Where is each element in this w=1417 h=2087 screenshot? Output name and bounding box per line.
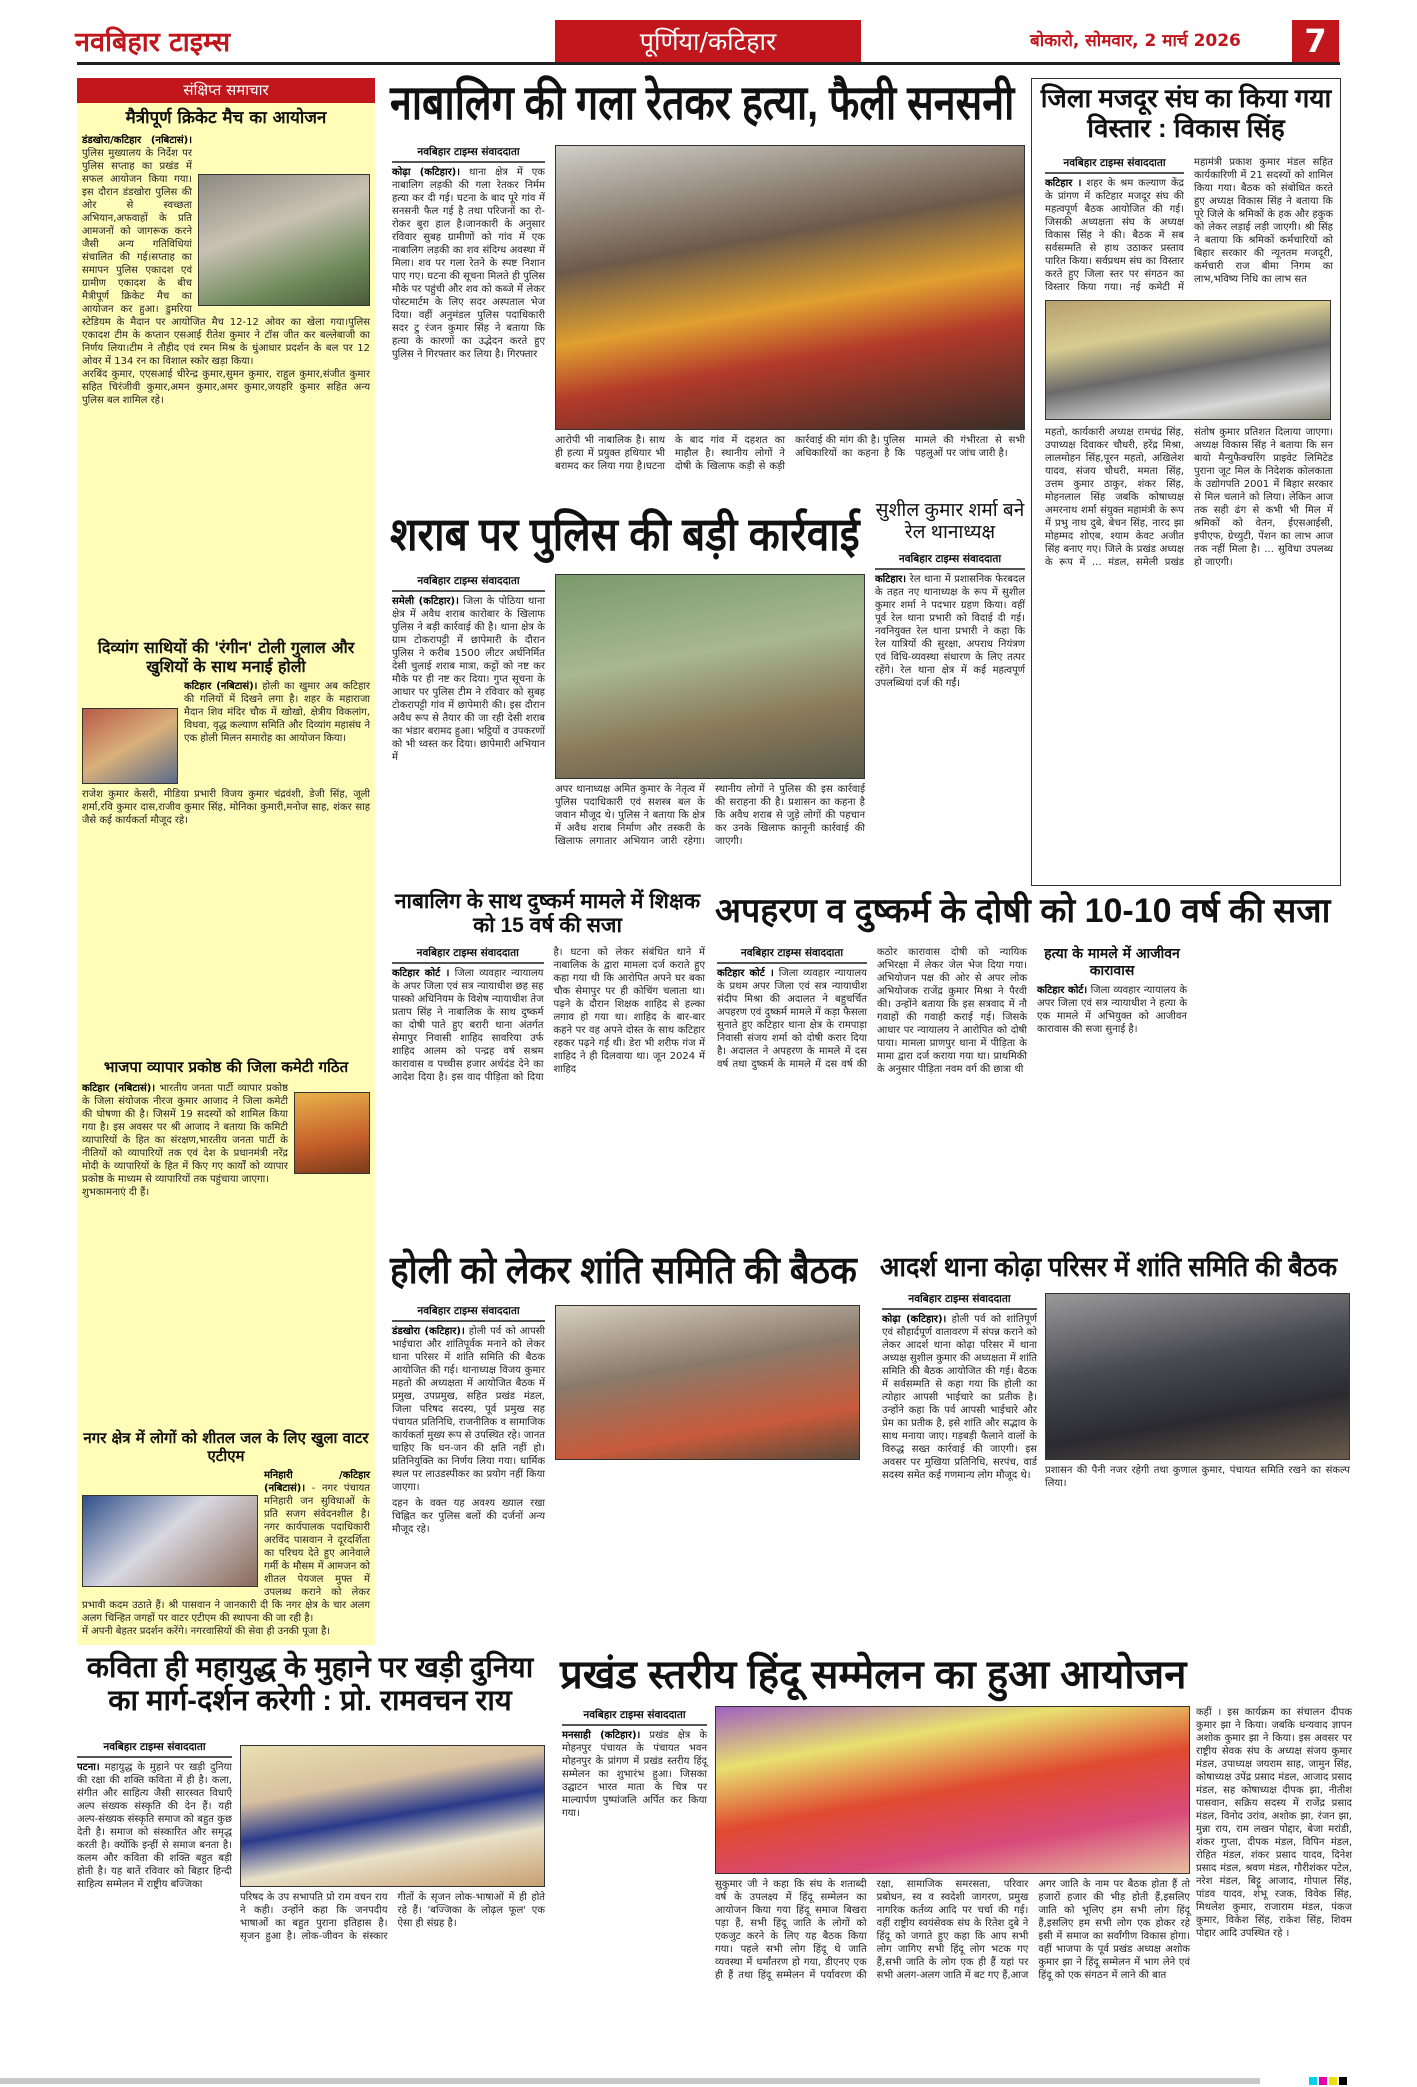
brief-headline: दिव्यांग साथियों की 'रंगीन' टोली गुलाल और खुशियों के साथ मनाई होली <box>97 637 355 676</box>
brief-place: मनिहारी /कटिहार (नबिटासं)। <box>264 1469 370 1494</box>
story-liquor-cont: अपर थानाध्यक्ष अमित कुमार के नेतृत्व में पुलिस पदाधिकारी एवं सशस्त्र बल के जवान मौजूद थे। पुलिस ने बताया कि क्षेत्र में अवैध शराब निर्माण और तस्करी के खिलाफ लगातार अभियान जारी रहेगा।स्थानीय लोगों ने पुलिस की इस कार्रवाई की सराहना की है। प्रशासन का कहना है कि अवैध शराब से जुड़े लोगों की पहचान कर उनके खिलाफ कानूनी कार्रवाई की जाएगी। <box>555 784 865 847</box>
story-union <box>1045 156 1333 569</box>
byline: नवबिहार टाइम्स संवाददाता <box>392 145 545 163</box>
story-place: कटिहार कोर्ट। <box>1037 984 1088 996</box>
brief-body: - नगर पंचायत मनिहारी जन सुविधाओं के प्रति सजग संवेदनशील है। नगर कार्यपालक पदाधिकारी अरविंद पासवान ने दूरदर्शिता का परिचय देते हुए आनेवाले गर्मी के मौसम में आमजन को शीतल पेयजल मुफ्त में उपलब्ध कराने को लेकर प्रभावी कदम उठाते हैं। श्री पासवान ने जानकारी दी कि नगर क्षेत्र के चार अलग अलग चिन्हित जगहों पर वाटर एटीएम की स्थापना की जा रही है। <box>82 1482 370 1624</box>
story-kodha-photo-block <box>1045 1293 1350 1490</box>
story-place: समेली (कटिहार)। <box>392 596 459 607</box>
brief-body: पुलिस मुख्यालय के निर्देश पर पुलिस सप्ताह का प्रखंड में सफल आयोजन किया गया।इस दौरान डंडखोरा पुलिस की ओर से स्वच्छता अभियान,अफवाहों के प्रति आमजनों को जागरूक करने जैसी अन्य गतिविधियां संचालित की गई।सप्ताह का समापन पुलिस एकादश एवं ग्रामीण एकादश के बीच मैत्रीपूर्ण क्रिकेट मैच का आयोजन कर हुआ। डुमरिया स्टेडियम के मैदान पर आयोजित मैच 12-12 ओवर का खेला गया।पुलिस एकादश टीम के कप्तान एसआई रीतेश कुमार ने टॉस जीत कर बल्लेबाजी का निर्णय लिया।टीम ने तौहीद एवं रमन मिश्र के धुंआधार प्रदर्शन के बल पर 12 ओवर में 134 रन का विशाल स्कोर खड़ा किया। <box>82 148 370 368</box>
byline: नवबिहार टाइम्स संवाददाता <box>392 946 544 964</box>
story-body: जिला व्यवहार न्यायालय के अपर जिला एवं सत्र न्यायाधीश ने हत्या के एक मामले में अभियुक्त को आजीवन कारावास की सजा सुनाई है। <box>1037 984 1187 1035</box>
briefs-label: संक्षिप्त समाचार <box>77 78 375 103</box>
photo-holi-group <box>82 708 178 784</box>
story-teacher <box>392 946 705 1084</box>
story-body: होली पर्व को आपसी भाईचारा और शांतिपूर्वक मनाने को लेकर थाना परिसर में शांति समिति की बैठक आयोजित की गई। थानाध्यक्ष विजय कुमार महतो की अध्यक्षता में आयोजित बैठक में प्रमुख, उपप्रमुख, सहित प्रखंड मंडल, जिला परिषद सदस्य, पूर्व प्रमुख सह पंचायत प्रतिनिधि, राजनीतिक व सामाजिक कार्यकर्ता मुख्य रूप से उपस्थित रहे। जानत चाहिए कि धन-जन की क्षति नहीं हो। प्रतिनियुक्ति का निर्णय लिया गया। धार्मिक स्थल पर लाउडस्पीकर का प्रयोग नहीं किया जाएगा। <box>392 1326 545 1493</box>
story-poetry-photo-block <box>240 1745 545 1943</box>
headline-liquor: शराब पर पुलिस की बड़ी कार्रवाई <box>390 508 860 560</box>
brief-water-atm <box>82 1429 370 1638</box>
brief-headline: भाजपा व्यापार प्रकोष्ठ की जिला कमेटी गठित <box>103 1057 349 1076</box>
brief-cricket-tail: अरबिंद कुमार, एएसआई धीरेन्द्र कुमार,सुमन कुमार, राहुल कुमार,संजीत कुमार सहित चिरंजीवी कुमार,अमन कुमार,अमर कुमार,जयहरि कुमार सहित अन्य पुलिस बल शामिल रहे। <box>82 369 370 407</box>
story-murder-cont: आरोपी भी नाबालिक है। साथ ही हत्या में प्रयुक्त हथियार भी बरामद कर लिया गया है।घटना के बाद गांव में दहशत का माहौल है। स्थानीय लोगों ने दोषी के खिलाफ कड़ी से कड़ी कार्रवाई की मांग की है। पुलिस अधिकारियों का कहना है कि मामले की गंभीरता से सभी पहलुओं पर जांच जारी है। <box>555 435 1025 472</box>
story-holi-tail: दहन के वक्त यह अवश्य ख्याल रखा चिह्नित कर पुलिस बलों की दर्जनों अन्य मौजूद रहे। <box>392 1498 545 1535</box>
story-holi <box>392 1304 545 1536</box>
section-label: पूर्णिया/कटिहार <box>555 20 861 63</box>
brief-headline: मैत्रीपूर्ण क्रिकेट मैच का आयोजन <box>125 108 327 128</box>
story-place: मनसाही (कटिहार)। <box>562 1730 641 1741</box>
brief-cricket <box>82 108 370 407</box>
story-place: कटिहार। <box>875 574 907 585</box>
photo-union-meeting <box>1045 300 1331 420</box>
story-kodha-tail: प्रशासन की पैनी नजर रहेगी तथा कुणाल कुमार, पंचायत समिति रखने का संकल्प लिया। <box>1045 1465 1350 1489</box>
story-body: महायुद्ध के मुहाने पर खड़ी दुनिया की रक्षा की शक्ति कविता में ही है। कला, संगीत और साहित्य जैसी सारस्वत विधाएँ अल्प संख्यक संस्कृति की देन हैं। यही अल्प-संख्यक संस्कृति समाज को बहुत कुछ देती है। समाज को संस्कारित और समृद्ध करती है। क्योंकि इन्हीं से समाज बनता है। कलम और कविता की शक्ति बहुत बड़ी होती है। यह बातें रविवार को बिहार हिन्दी साहित्य सम्मेलन में राष्ट्रीय बज्जिका <box>77 1762 233 1890</box>
header-rule <box>77 62 1340 65</box>
photo-portrait <box>294 1092 370 1174</box>
story-body: जिला व्यवहार न्यायालय के अपर जिला एवं सत्र न्यायाधीश छह सह पास्को अधिनियम के विशेष न्यायाधीश तेज प्रताप सिंह ने नाबालिक के साथ दुष्कर्म का दोषी पाते हुए बरारी थाना अंतर्गत सेमापुर निवासी शाहिद सावरिया उर्फ शाहिद आलम को पन्द्रह वर्ष सश्रम कारावास व पच्चीस हजार अर्थदंड देने का आदेश दिया है। इस वाद पीड़िता को दिया है। घटना को लेकर संबंधित थाने में नाबालिक के द्वारा मामला दर्ज कराते हुए कहा गया थी कि आरोपित अपने घर बका चौक सेमापुर पर ही कोचिंग चलाता था। पढ़ने के दौरान शिक्षक शाहिद से हल्का लगाव हो गया था। शाहिद के बार-बार कहने पर वह अपने दोस्त के साथ कटिहार रहकर पढ़ने गई थी। डेरा भी शरीफ गंज में शाहिद ने ही दिलवाया था। जून 2024 में शाहिद <box>392 947 705 1083</box>
registration-mark-magenta <box>1319 2077 1327 2085</box>
registration-mark-yellow <box>1329 2077 1337 2085</box>
dateline: बोकारो, सोमवार, 2 मार्च 2026 <box>1030 31 1241 51</box>
story-place: डंडखोरा (कटिहार)। <box>392 1326 465 1337</box>
story-life-sentence <box>1037 946 1187 1036</box>
headline-hindu-sammelan: प्रखंड स्तरीय हिंदू सम्मेलन का हुआ आयोजन <box>560 1653 1187 1697</box>
brief-holi-tail: राजेश कुमार केसरी, मीडिया प्रभारी विजय कुमार चंद्रवंशी, डेजी सिंह, जूली शर्मा,रवि कुमार दास,राजीव कुमार सिंह, मोनिका कुमारी,मनोज साह, शंकर साह जैसे कई कार्यकर्ता मौजूद रहे। <box>82 789 370 827</box>
byline: नवबिहार टाइम्स संवाददाता <box>882 1292 1037 1310</box>
byline: नवबिहार टाइम्स संवाददाता <box>562 1708 707 1726</box>
brief-body: भारतीय जनता पार्टी व्यापार प्रकोष्ठ के जिला संयोजक नीरज कुमार आजाद ने जिला कमेटी की घोषणा की है। जिसमें 19 सदस्यों को शामिल किया गया है। इस अवसर पर श्री आजाद ने बताया कि कमिटी व्यापारियों के हित का संरक्षण,भारतीय जनता पार्टी के नीतियों को व्यापारियों तक एवं देश के प्रधानमंत्री नरेंद्र मोदी के व्यापारियों के हित में किए गए कार्यों को व्यापार प्रकोष्ठ के माध्यम से व्यापारियों तक पहुंचाया जाएगा। <box>82 1082 288 1185</box>
brief-place: डंडखोरा/कटिहार (नबिटासं)। <box>82 135 192 147</box>
story-hindu-cont: सुकुमार जी ने कहा कि संघ के शताब्दी वर्ष के उपलक्ष्य में हिंदू सम्मेलन का आयोजन किया गया हिंदू समाज बिखरा पड़ा हैं, सभी हिंदू जाति के लोगों को एकजुट करने के लिए यह बैठक किया गया। पहले सभी लोग हिंदू थे जाति व्यवस्था में धर्मांतरण हो गया, डीएनए एक ही हैं तथा हिंदू सम्मेलन में पर्यावरण की रक्षा, सामाजिक समरसता, परिवार प्रबोधन, स्व व स्वदेशी जागरण, प्रमुख नागरिक कर्तव्य आदि पर चर्चा की गई। वहीं राष्ट्रीय स्वयंसेवक संघ के रितेश दुबे ने हिंदू को जगाते हुए कहा कि आप सभी लोग जागिए सभी हिंदू लोग भटक गए हैं,सभी जाति के लोग एक ही हैं यहां पर सभी अलग-अलग जाति में बट गए हैं,आज अगर जाति के नाम पर बैठक होता हैं तो हजारों हजार की भीड़ होती हैं,इसलिए जाति को भूलिए हम सभी लोग हिंदू हैं,इसलिए हम सभी लोग एक होकर रहे इसी में समाज का सर्वांगीण विकास होगा। वहीं भाजपा के पूर्व प्रखंड अध्यक्ष अशोक कुमार झा ने हिंदू सम्मेलन में भाग लेने एवं हिंदू को एक संगठन में लाने की बात <box>715 1879 1190 1981</box>
story-hindu-side: कहीं । इस कार्यक्रम का संचालन दीपक कुमार झा ने किया। जबकि धन्यवाद ज्ञापन अशोक कुमार झा ने किया। इस अवसर पर राष्ट्रीय सेवक संघ के अध्यक्ष संजय कुमार मंडल, उपाध्यक्ष जयराम साह, जामुन सिंह, कोषाध्यक्ष उपेंद्र प्रसाद मंडल, आजाद प्रसाद मंडल, सह कोषाध्यक्ष दीपक झा, नीतीश पासवान, सक्रिय सदस्य में राजेंद्र प्रसाद मंडल, विनोद उरांव, अशोक झा, रंजन झा, मुन्ना राय, राम लखन पोद्दार, बेजा मरांडी, शंकर गुप्ता, दीपक मंडल, विपिन मंडल, रोहित मंडल, शंकर प्रसाद यादव, दिनेश प्रसाद मंडल, श्रवण मंडल, गौरीशंकर पटेल, नरेश मंडल, बिट्टू आजाद, गोपाल सिंह, पांडव यादव, शंभू रजक, विवेक सिंह, मिथलेश कुमार, राजाराम मंडल, पंकज कुमार, विकेश सिंह, राकेश सिंह, शिवम पोद्दार आदि उपस्थित रहे । <box>1196 1707 1352 1939</box>
footer-bar <box>0 2078 1260 2084</box>
brief-bjp <box>82 1058 370 1199</box>
brief-water-tail: में अपनी बेहतर प्रदर्शन करेंगे। नगरवासियों की सेवा ही उनकी पूजा है। <box>82 1625 331 1637</box>
byline: नवबिहार टाइम्स संवाददाता <box>392 574 545 592</box>
brief-place: कटिहार (नबिटासं)। <box>82 1082 156 1094</box>
story-place: पटना। <box>77 1762 100 1773</box>
headline-kidnap: अपहरण व दुष्कर्म के दोषी को 10-10 वर्ष की सजा <box>715 892 1331 930</box>
photo-holi-meeting <box>555 1305 860 1460</box>
story-murder <box>392 145 545 361</box>
story-place: कोढ़ा (कटिहार)। <box>392 167 461 178</box>
headline-rail: सुशील कुमार शर्मा बने रेल थानाध्यक्ष <box>875 500 1025 543</box>
story-hindu-photo-block <box>715 1706 1190 1982</box>
brief-place: कटिहार (नबिटासं)। <box>184 681 258 693</box>
photo-liquor-raid <box>555 574 865 779</box>
brief-holi-divyang <box>82 638 370 827</box>
brief-bjp-tail: शुभकामनाएं दी हैं। <box>82 1186 150 1198</box>
headline-holi-peace: होली को लेकर शांति समिति की बैठक <box>390 1250 857 1292</box>
page-number: 7 <box>1292 20 1339 63</box>
story-liquor <box>392 574 545 764</box>
photo-sammelan <box>715 1706 1190 1874</box>
story-liquor-photo-block <box>555 574 865 848</box>
story-body: प्रखंड क्षेत्र के मोहनपुर पंचायत के पंचायत भवन मोहनपुर के प्रांगण में प्रखंड स्तरीय हिंदू सम्मेलन का शुभारंभ हुआ। जिसका उद्घाटन भारत माता के चित्र पर माल्यार्पण पुष्पांजलि अर्पित कर किया गया। <box>562 1730 708 1819</box>
story-body: होली पर्व को शांतिपूर्ण एवं सौहार्दपूर्ण वातावरण में संपन्न कराने को लेकर आदर्श थाना कोढ़ा परिसर में थाना अध्यक्ष सुशील कुमार की अध्यक्षता में शांति समिति की बैठक आयोजित की गई। बैठक में सर्वसम्मति से कहा गया कि होली का त्योहार आपसी भाईचारे का प्रतीक है। उन्होंने कहा कि पर्व आपसी भाईचारे और प्रेम का प्रतीक है, इसे शांति और सद्भाव के साथ मनाया जाए। गड़बड़ी फैलाने वालों के विरुद्ध सख्त कार्रवाई की जाएगी। इस अवसर पर मुखिया प्रतिनिधि, सरपंच, वार्ड सदस्य समेत कई गणमान्य लोग मौजूद थे। <box>882 1314 1037 1481</box>
headline-kodha-peace: आदर्श थाना कोढ़ा परिसर में शांति समिति की बैठक <box>880 1252 1338 1282</box>
headline-poetry: कविता ही महायुद्ध के मुहाने पर खड़ी दुनिया का मार्ग-दर्शन करेगी : प्रो. रामवचन राय <box>86 1652 534 1718</box>
story-union-cont: महतो, कार्यकारी अध्यक्ष रामचंद्र सिंह, उपाध्यक्ष दिवाकर चौधरी, हरेंद्र मिश्रा, लालमोहन सिंह,पूरन महतो, अखिलेश यादव, संजय चौधरी, ममता सिंह, उत्तम कुमार ठाकुर, शंकर सिंह, मोहनलाल सिंह जबकि कोषाध्यक्ष अमरनाथ शर्मा संयुक्त महामंत्री के रूप में प्रभु नाथ दुबे, बेचन सिंह, नारद झा मोहम्मद शोएब, श्याम केवट अजीत सिंह बनाए गए। जिले के प्रखंड अध्यक्ष के रूप में ... मंडल, समेली प्रखंड संतोष कुमार प्रतिशत दिलाया जाएगा। अध्यक्ष विकास सिंह ने बताया कि सन बायो मैन्युफैक्चरिंग प्राइवेट लिमिटेड पुराना जूट मिल के निदेशक कोलकाता के उद्योगपति 2001 में बिहार सरकार से मिल चलाने को लिया। लेकिन आज तक सही ढंग से कभी भी मिल में श्रमिकों को वेतन, ईएसआईसी, इपीएफ, ग्रेच्युटी, पेंशन का लाभ आज तक नहीं मिला है। ... सुविधा उपलब्ध हो जाएगी। <box>1045 427 1333 568</box>
briefs-list <box>82 108 370 1638</box>
story-body: जिला के पोठिया थाना क्षेत्र में अवैध शराब कारोबार के खिलाफ पुलिस ने बड़ी कार्रवाई की है। थाना क्षेत्र के ग्राम टोकरापट्टी में छापेमारी के दौरान पुलिस ने करीब 1500 लीटर अर्धनिर्मित देसी चुलाई शराब मात्रा, कट्टों को नष्ट कर मौके पर ही नष्ट कर दिया। गुप्त सूचना के आधार पर पुलिस टीम ने रविवार को सुबह टोकरापट्टी गांव में छापेमारी की। इस दौरान अवैध रूप से तैयार की जा रही देसी शराब का भंडार बरामद हुआ। भट्ठियों व उपकरणों को भी ध्वस्त कर दिया। छापेमारी अभियान में <box>392 596 546 763</box>
story-poetry-cont: परिषद के उप सभापति प्रो राम वचन राय ने कही। उन्होंने कहा कि जनपदीय भाषाओं का बहुत पुराना इतिहास है। सृजन हुआ है। लोक-जीवन के संस्कार गीतों के सृजन लोक-भाषाओं में ही होते रहे हैं। 'बज्जिका के लोढ़ल फूल' एक ऐसा ही संग्रह है। <box>240 1892 545 1942</box>
story-body: जिला व्यवहार न्यायालय के प्रथम अपर जिला एवं सत्र न्यायाधीश संदीप मिश्रा की अदालत ने बहुचर्चित अपहरण एवं दुष्कर्म मामले में कड़ा फैसला सुनाते हुए कटिहार थाना क्षेत्र के रामपाड़ा निवासी संजय शर्मा को दोषी करार दिया है। अदालत ने अपहरण के मामले में दस वर्ष तथा दुष्कर्म के मामले में दस वर्ष की कठोर कारावास दोषी को न्यायिक अभिरक्षा में लेकर जेल भेज दिया गया। अभियोजन पक्ष की ओर से अपर लोक अभियोजक राजेंद्र कुमार मिश्रा ने पैरवी की। उन्होंने बताया कि इस सत्रवाद में नौ गवाहों की गवाही कराई गई। जिसके आधार पर न्यायालय ने आरोपित को दोषी पाया। मामला प्राणपुर थाना में पीड़िता के मामा द्वारा दर्ज कराया गया था। प्राथमिकी के अनुसार पीड़िता नवम वर्ग की छात्रा थी <box>717 947 1027 1075</box>
registration-mark-cyan <box>1309 2077 1317 2085</box>
story-kidnap <box>717 946 1027 1076</box>
byline: नवबिहार टाइम्स संवाददाता <box>717 946 867 964</box>
byline: नवबिहार टाइम्स संवाददाता <box>875 552 1025 570</box>
story-hindu <box>562 1708 707 1820</box>
story-body: थाना क्षेत्र में एक नाबालिग लड़की की गला रेतकर निर्मम हत्या कर दी गई। घटना के बाद पूरे गांव में सनसनी फैल गई है तथा परिजनों का रो-रोकर बुरा हाल है।जानकारी के अनुसार रविवार सुबह ग्रामीणों को गांव में एक नाबालिग लड़की का शव संदिग्ध अवस्था में मिला। शव पर गला रेतने के स्पष्ट निशान पाए गए। घटना की सूचना मिलते ही पुलिस मौके पर पहुंची और शव को कब्जे में लेकर पोस्टमार्टम के लिए सदर अस्पताल भेज दिया। वहीं अनुमंडल पुलिस पदाधिकारी सदर टु रंजन कुमार सिंह ने बताया कि हत्या के कारणों का उद्भेदन करते हुए पुलिस ने गिरफ्तार कर लिया है। गिरफ्तार <box>392 167 545 360</box>
masthead: नवबिहार टाइम्स <box>75 27 231 58</box>
photo-water-atm <box>82 1495 258 1587</box>
story-kodha <box>882 1292 1037 1482</box>
headline-teacher: नाबालिग के साथ दुष्कर्म मामले में शिक्षक को 15 वर्ष की सजा <box>394 890 701 938</box>
byline: नवबिहार टाइम्स संवाददाता <box>392 1304 545 1322</box>
brief-headline: नगर क्षेत्र में लोगों को शीतल जल के लिए खुला वाटर एटीएम <box>83 1428 369 1465</box>
story-poetry <box>77 1740 232 1891</box>
story-murder-photo-block <box>555 145 1025 473</box>
registration-mark-black <box>1339 2077 1347 2085</box>
story-body: शहर के श्रम कल्याण केंद्र के प्रांगण में कटिहार मजदूर संघ की महत्वपूर्ण बैठक आयोजित की गई। जिसकी अध्यक्षता संघ के अध्यक्ष विकास सिंह ने की। बैठक में सब सर्वसम्मति से हाथ उठाकर प्रस्ताव पारित किया। सर्वप्रथम संघ का विस्तार करते हुए जिला स्तर पर संगठन का विस्तार किया गया। नई कमेटी में महामंत्री प्रकाश कुमार मंडल सहित कार्यकारिणी में 21 सदस्यों को शामिल किया गया। बैठक को संबोधित करते हुए अध्यक्ष विकास सिंह ने बताया कि पूरे जिले के श्रमिकों के हक और हकुक को लेकर लड़ाई लड़ी जाएगी। श्री सिंह ने बताया कि श्रमिकों कर्मचारियों को बिहार सरकार की न्यूनतम मजदूरी, कर्मचारी राज बीमा निगम का लाभ,भविष्य निधि का लाभ सत <box>1045 157 1333 293</box>
byline: नवबिहार टाइम्स संवाददाता <box>1045 156 1184 174</box>
byline: नवबिहार टाइम्स संवाददाता <box>77 1740 232 1758</box>
story-place: कटिहार कोर्ट । <box>392 968 450 979</box>
subheadline-life-sentence: हत्या के मामले में आजीवन कारावास <box>1044 946 1180 979</box>
photo-kodha-meeting <box>1045 1293 1350 1460</box>
photo-crowd <box>555 145 1025 430</box>
story-body: रेल थाना में प्रशासनिक फेरबदल के तहत नए थानाध्यक्ष के रूप में सुशील कुमार शर्मा ने पदभार ग्रहण किया। वहीं पूर्व रेल थाना प्रभारी को विदाई दी गई। नवनियुक्त रेल थाना प्रभारी ने कहा कि रेल यात्रियों की सुरक्षा, अपराध नियंत्रण एवं विधि-व्यवस्था संधारण के लिए तत्पर रहेंगे। रेल थाना क्षेत्र में कई महत्वपूर्ण उपलब्धियां दर्ज की गईं। <box>875 574 1025 689</box>
story-place: कोढ़ा (कटिहार)। <box>882 1314 947 1325</box>
photo-cricket-team <box>198 174 370 306</box>
photo-book-launch <box>240 1745 545 1887</box>
story-place: कटिहार कोर्ट । <box>717 968 774 979</box>
story-rail <box>875 500 1025 690</box>
headline-murder: नाबालिग की गला रेतकर हत्या, फैली सनसनी <box>390 77 1015 130</box>
story-place: कटिहार । <box>1045 178 1082 189</box>
brief-body: होली का खुमार अब कटिहार की गलियों में दिखने लगा है। शहर के महाराजा मैदान शिव मंदिर चौक में खोखो, क्षेत्रीय विकलांग, विधवा, वृद्ध कल्याण समिति और दिव्यांग महासंघ ने एक होली मिलन समारोह का आयोजन किया। <box>184 681 371 745</box>
headline-union: जिला मजदूर संघ का किया गया विस्तार : विकास सिंह <box>1040 83 1332 143</box>
